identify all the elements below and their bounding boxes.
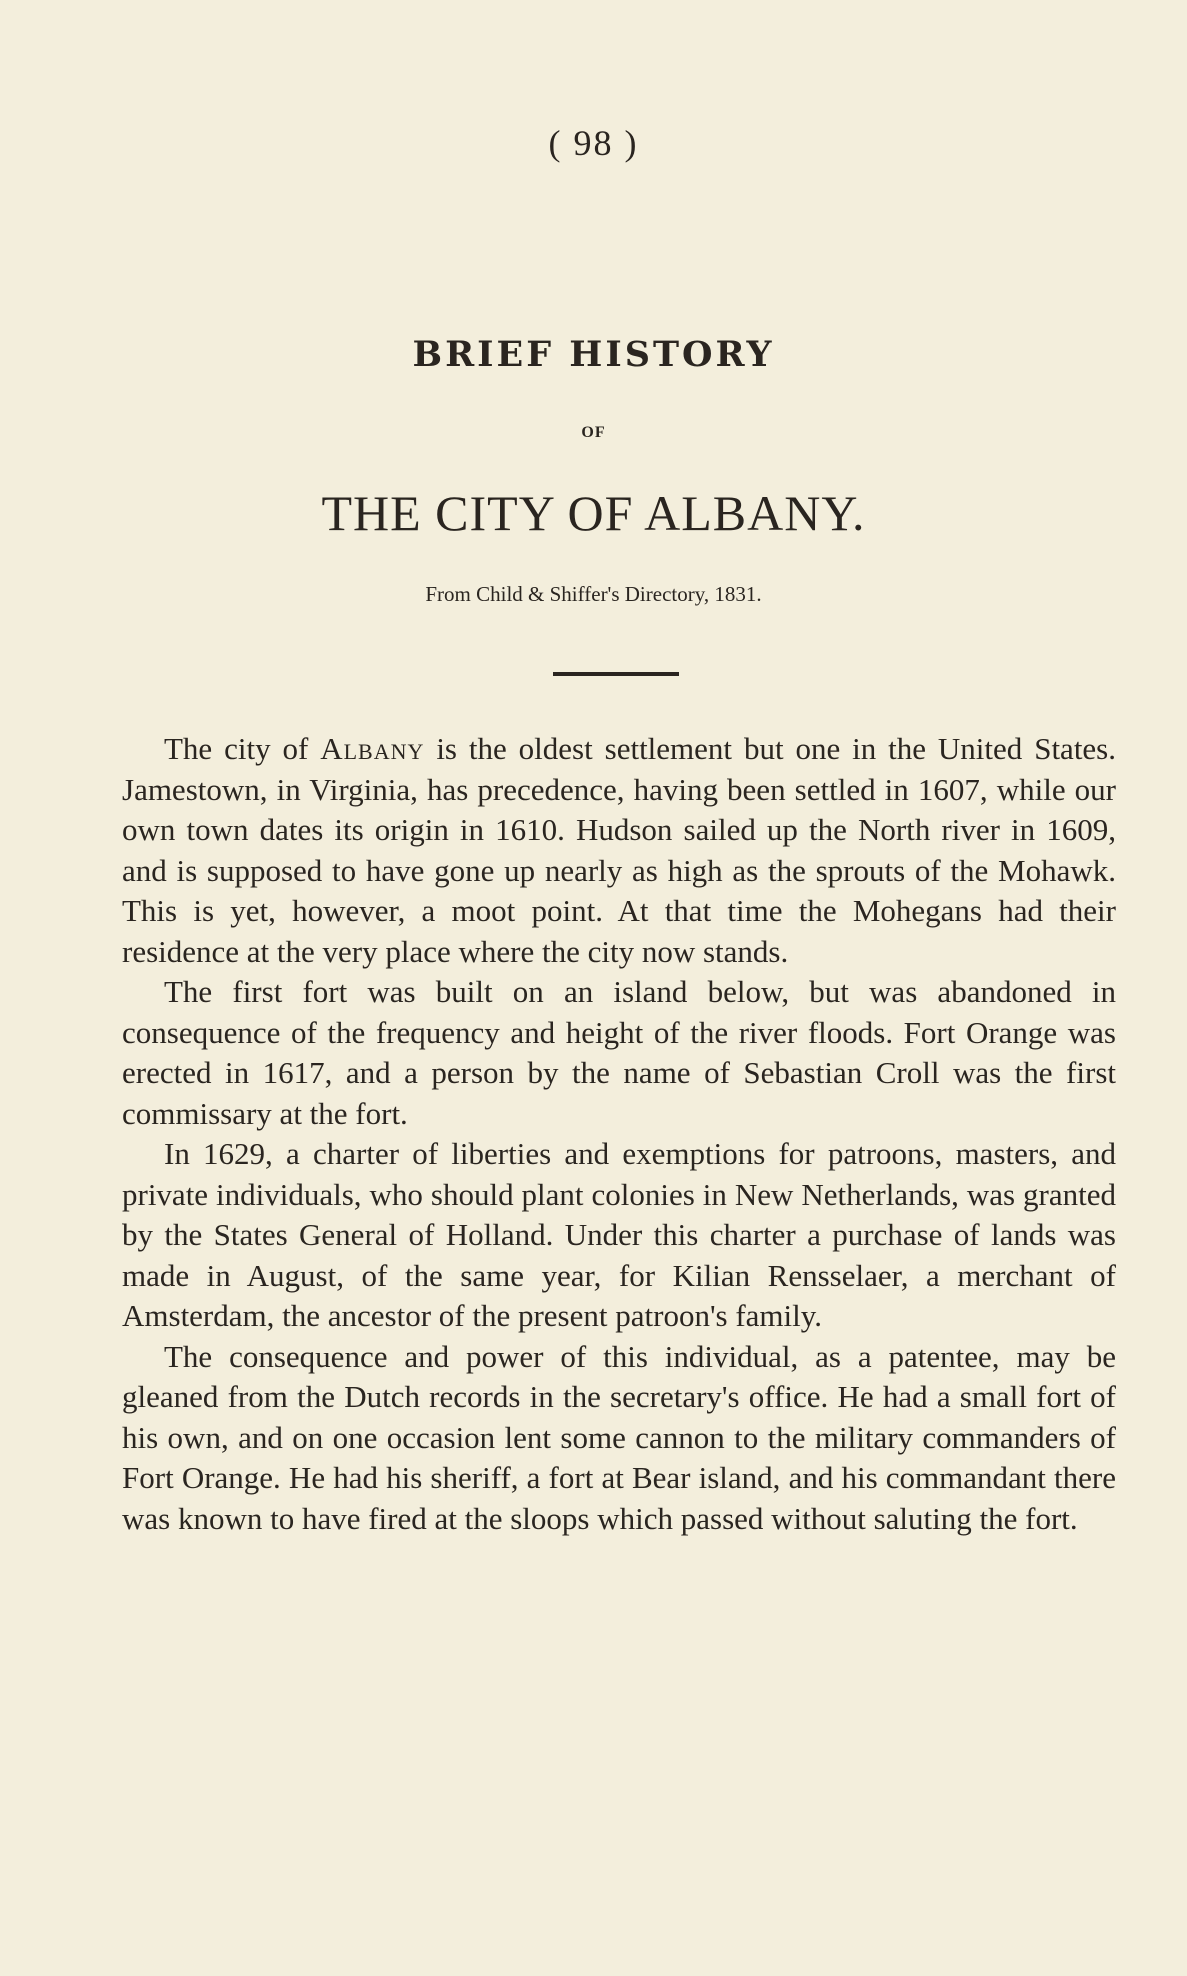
paragraph-2: The first fort was built on an island below, but was abandoned in consequence of the frequency and height of the river floods. Fort Orange was erected in 1617, and a person by the name of Sebastian Croll was the first commissary at the fort. — [122, 974, 1116, 1131]
heading-connector: OF — [581, 424, 606, 441]
source-citation: From Child & Shiffer's Directory, 1831. — [425, 582, 762, 606]
city-title: THE CITY OF ALBANY. — [321, 485, 866, 541]
paragraph-1-lead: The city of — [164, 731, 321, 766]
paragraph-1-rest: is the oldest settlement but one in the United States. Jamestown, in Virginia, has precedence, having been settled in 1607, while our own town dates its origin in 1610. Hudson sailed up the North river in 1609, and is supposed to have gone up nearly as high as the sprouts of the Mohawk. This is yet, however, a moot point. At that time the Mohegans had their residence at the very place where the city now stands. — [122, 731, 1116, 969]
divider-rule — [553, 672, 679, 676]
paragraph-1 — [122, 729, 1116, 972]
page-number: ( 98 ) — [548, 123, 639, 163]
body-text — [122, 729, 1116, 1539]
paragraph-3: In 1629, a charter of liberties and exemptions for patroons, masters, and private individuals, who should plant colonies in New Netherlands, was granted by the States General of Holland. Under this charter a purchase of lands was made in August, of the same year, for Kilian Rensselaer, a merchant of Amsterdam, the ancestor of the present patroon's family. — [122, 1136, 1116, 1333]
city-name-smallcaps: Albany — [320, 731, 425, 766]
section-heading: BRIEF HISTORY — [412, 334, 775, 375]
paragraph-4: The consequence and power of this individual, as a patentee, may be gleaned from the Dutch records in the secretary's office. He had a small fort of his own, and on one occasion lent some cannon to the military commanders of Fort Orange. He had his sheriff, a fort at Bear island, and his commandant there was known to have fired at the sloops which passed without saluting the fort. — [122, 1338, 1116, 1536]
